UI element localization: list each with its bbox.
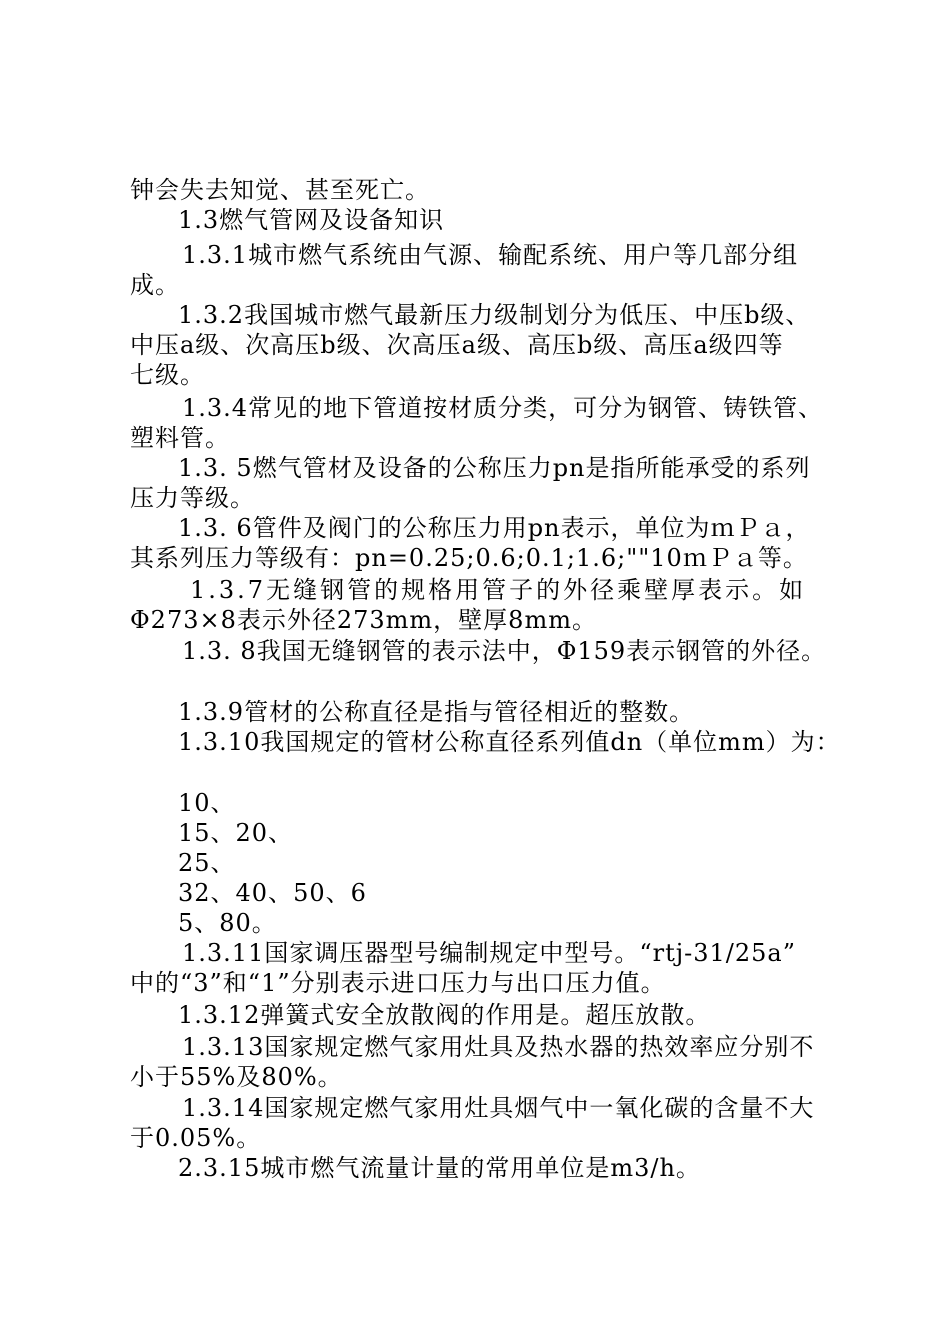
text-line: 1.3.1城市燃气系统由气源、输配系统、用户等几部分组 <box>182 241 799 269</box>
list-item: 10、 <box>178 789 236 817</box>
text-line: 其系列压力等级有：pn=0.25;0.6;0.1;1.6;""10ｍＰａ等。 <box>130 544 808 572</box>
text-line: 1.3. 8我国无缝钢管的表示法中，Φ159表示钢管的外径。 <box>182 637 827 665</box>
text-line: 1.3. 6管件及阀门的公称压力用pn表示，单位为ｍＰａ， <box>178 514 811 542</box>
text-line: 2.3.15城市燃气流量计量的常用单位是m3/h。 <box>178 1154 701 1182</box>
text-line: 1.3.2我国城市燃气最新压力级制划分为低压、中压b级、 <box>178 301 811 329</box>
list-item: 15、20、 <box>178 819 294 847</box>
text-line: 压力等级。 <box>130 484 255 512</box>
text-line: 1.3.14国家规定燃气家用灶具烟气中一氧化碳的含量不大 <box>182 1094 815 1122</box>
list-item: 5、80。 <box>178 909 277 937</box>
text-line: 塑料管。 <box>130 424 230 452</box>
list-item: 25、 <box>178 849 236 877</box>
text-line: 1.3.9管材的公称直径是指与管径相近的整数。 <box>178 698 695 726</box>
text-line: 中压a级、次高压b级、次高压a级、高压b级、高压a级四等 <box>130 331 784 359</box>
text-line: 成。 <box>130 271 180 299</box>
text-line: 1.3.11国家调压器型号编制规定中型号。“rtj-31/25a” <box>182 939 797 967</box>
text-line: 1.3.4常见的地下管道按材质分类，可分为钢管、铸铁管、 <box>182 394 824 422</box>
text-line: 于0.05%。 <box>130 1124 262 1152</box>
list-item: 32、40、50、6 <box>178 879 367 907</box>
text-line: 1.3.13国家规定燃气家用灶具及热水器的热效率应分别不 <box>182 1033 815 1061</box>
section-heading: 1.3燃气管网及设备知识 <box>178 206 445 234</box>
text-line: Φ273×8表示外径273mm，壁厚8mm。 <box>130 606 597 634</box>
text-line: 1.3.7无缝钢管的规格用管子的外径乘壁厚表示。如 <box>190 576 807 604</box>
text-line: 1.3. 5燃气管材及设备的公称压力pn是指所能承受的系列 <box>178 454 811 482</box>
text-line: 1.3.12弹簧式安全放散阀的作用是。超压放散。 <box>178 1001 711 1029</box>
text-line: 中的“3”和“1”分别表示进口压力与出口压力值。 <box>130 969 666 997</box>
text-line: 钟会失去知觉、甚至死亡。 <box>130 176 430 204</box>
text-line: 小于55%及80%。 <box>130 1063 343 1091</box>
text-line: 七级。 <box>130 361 205 389</box>
text-line: 1.3.10我国规定的管材公称直径系列值dn（单位mm）为： <box>178 728 841 756</box>
